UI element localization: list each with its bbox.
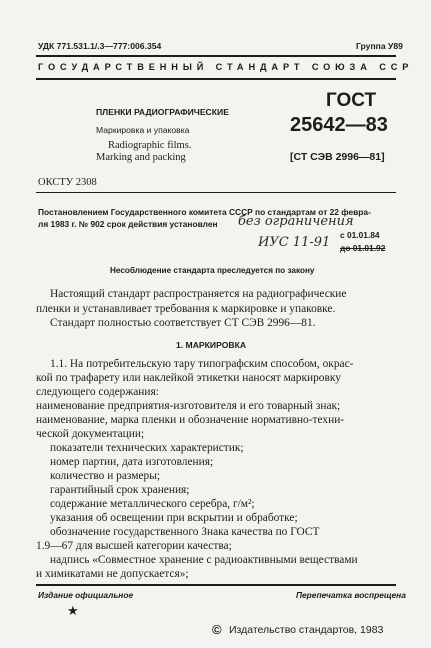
gost-label: ГОСТ	[326, 90, 377, 111]
clause-line-6: ческой документации;	[36, 428, 145, 440]
intro-line-3: Стандарт полностью соответствует СТ СЭВ 2996—81.	[50, 317, 316, 329]
film-name-en: Radiographic films.	[108, 140, 192, 151]
handwritten-ius: ИУС 11-91	[258, 235, 331, 250]
okstu-rule	[36, 192, 396, 193]
header-rule-top	[36, 55, 396, 57]
clause-line-4: наименование предприятия-изготовителя и его товарный знак;	[36, 400, 341, 412]
header-rule-bottom	[36, 78, 396, 80]
decree-line-1: Постановлением Государственного комитета СССР по стандартам от 22 февра-	[38, 207, 371, 217]
clause-line-7: показатели технических характеристик;	[50, 442, 244, 454]
group-code: Группа У89	[356, 41, 403, 51]
clause-line-8: номер партии, дата изготовления;	[50, 456, 214, 468]
decree-line-2: ля 1983 г. № 902 срок действия установлен	[38, 219, 218, 229]
valid-to-date: до 01.01.92	[340, 243, 386, 253]
star-icon: ★	[67, 603, 79, 618]
clause-line-2: кой по трафарету или наклейкой этикетки наносят маркировку	[36, 372, 341, 384]
clause-line-11: содержание металлического серебра, г/м²;	[50, 498, 255, 510]
clause-line-9: количество и размеры;	[50, 470, 161, 482]
gost-number: 25642—83	[290, 114, 388, 136]
udc-code: УДК 771.531.1/.3—777:006.354	[38, 41, 162, 51]
reprint-notice: Перепечатка воспрещена	[296, 590, 406, 600]
prosecution-notice: Несоблюдение стандарта преследуется по закону	[110, 266, 315, 275]
clause-line-16: и химикатами не допускается»;	[36, 568, 189, 580]
clause-line-15: надпись «Совместное хранение с радиоактивными веществами	[50, 554, 358, 566]
valid-from-date: с 01.01.84	[340, 230, 380, 240]
film-name-ru: ПЛЕНКИ РАДИОГРАФИЧЕСКИЕ	[96, 107, 229, 117]
standard-title: ГОСУДАРСТВЕННЫЙ СТАНДАРТ СОЮЗА ССР	[38, 62, 414, 72]
clause-line-5: наименование, марка пленки и обозначение нормативно-техни-	[36, 414, 345, 426]
okstu-code: ОКСТУ 2308	[38, 177, 97, 188]
clause-line-13: обозначение государственного Знака качества по ГОСТ	[50, 526, 320, 538]
footer-rule	[36, 584, 396, 586]
film-subtitle-ru: Маркировка и упаковка	[96, 125, 190, 135]
intro-line-2: пленки и устанавливает требования к маркировке и упаковке.	[36, 303, 336, 315]
intro-line-1: Настоящий стандарт распространяется на радиографические	[50, 288, 347, 300]
official-edition: Издание официальное	[38, 590, 134, 600]
clause-line-3: следующего содержания:	[36, 386, 159, 398]
publisher-line: Издательство стандартов, 1983	[229, 624, 384, 636]
handwritten-no-limit: без ограничения	[238, 214, 354, 229]
cmea-standard: [СТ СЭВ 2996—81]	[290, 151, 385, 163]
clause-line-14: 1.9—67 для высшей категории качества;	[36, 540, 232, 552]
clause-line-12: указания об освещении при вскрытии и обработке;	[50, 512, 298, 524]
film-subtitle-en: Marking and packing	[96, 152, 186, 163]
copyright-icon: ©	[212, 622, 222, 637]
clause-line-10: гарантийный срок хранения;	[50, 484, 190, 496]
section-heading: 1. МАРКИРОВКА	[176, 340, 247, 350]
clause-line-1: 1.1. На потребительскую тару типографским способом, окрас-	[50, 358, 354, 370]
